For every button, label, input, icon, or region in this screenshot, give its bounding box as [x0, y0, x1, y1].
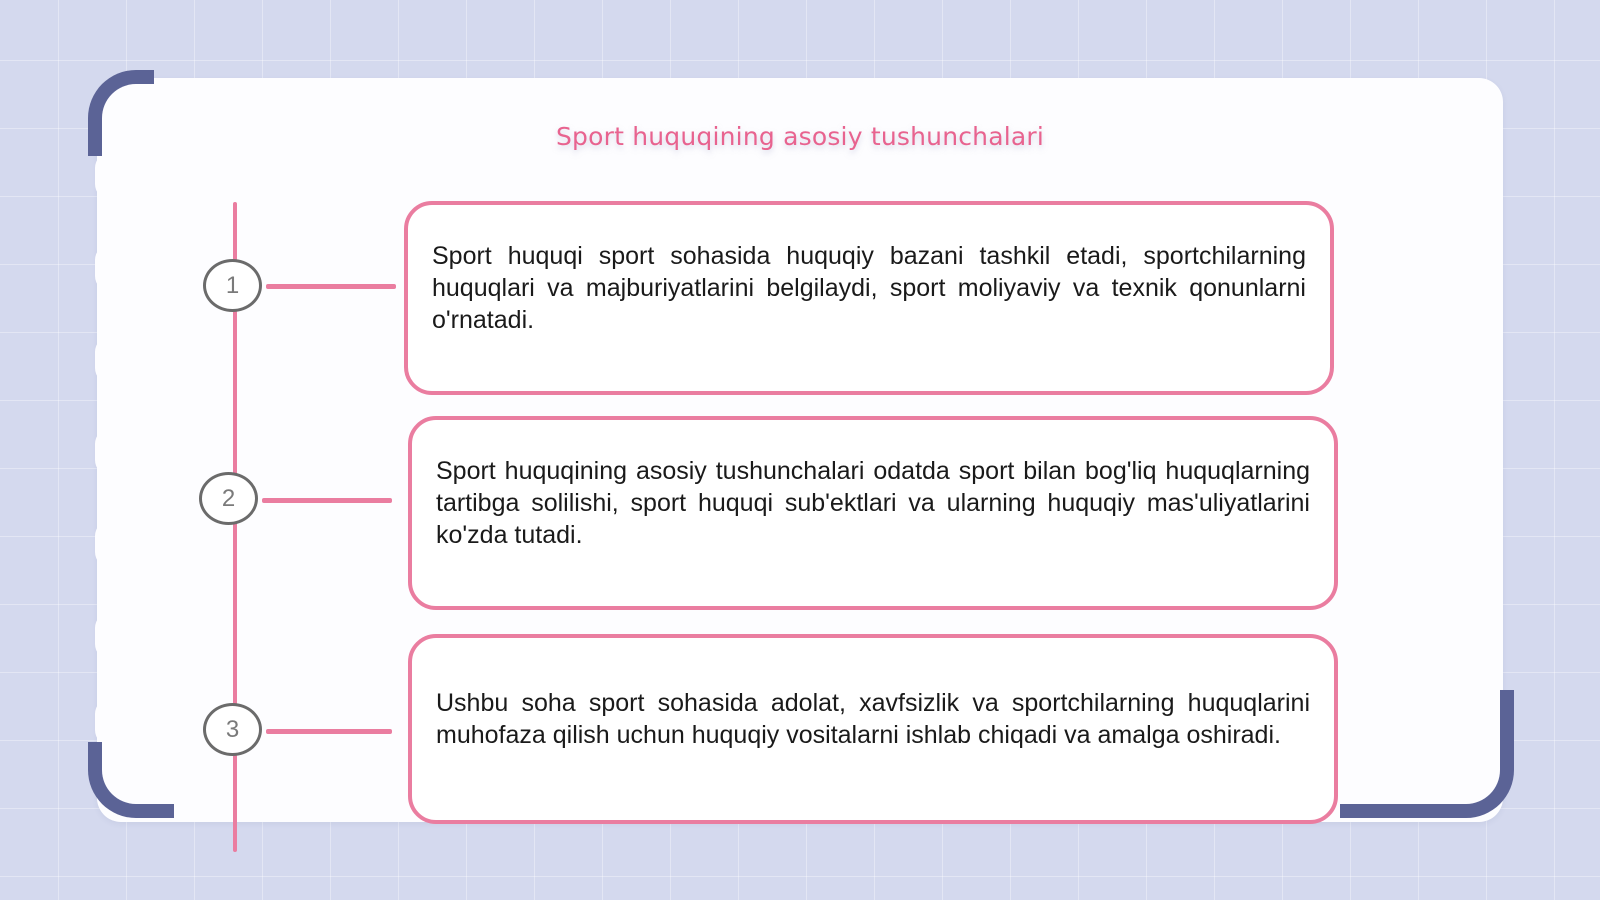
step-card — [408, 634, 1338, 824]
paper-scallop — [95, 698, 127, 746]
timeline-connector — [266, 729, 392, 734]
paper-scallop — [95, 520, 127, 568]
frame-corner-bottom-right — [1340, 690, 1514, 818]
step-card — [404, 201, 1334, 395]
step-number-badge: 3 — [203, 703, 262, 756]
paper-scallop — [95, 152, 127, 200]
step-number-badge: 2 — [199, 472, 258, 525]
step-card-text: Sport huquqining asosiy tushunchalari odatda sport bilan bog'liq huquqlarning tartibga solilishi, sport huquqi sub'ektlari va ularning huquqiy mas'uliyatlarini ko'zda tutadi. — [436, 457, 1310, 549]
step-card-text: Ushbu soha sport sohasida adolat, xavfsizlik va sportchilarning huquqlarini muhofaza qilish uchun huquqiy vositalarni ishlab chiqadi va amalga oshiradi. — [436, 689, 1310, 749]
step-number-badge: 1 — [203, 259, 262, 312]
step-card-text: Sport huquqi sport sohasida huquqiy bazani tashkil etadi, sportchilarning huquqlari va majburiyatlarini belgilaydi, sport moliyaviy va texnik qonunlarni o'rnatadi. — [432, 242, 1306, 334]
paper-scallop — [95, 612, 127, 660]
paper-scallop — [95, 244, 127, 292]
paper-scallop — [95, 428, 127, 476]
paper-scallop — [95, 336, 127, 384]
slide-title: Sport huquqining asosiy tushunchalari — [555, 122, 1045, 151]
frame-corner-top-left — [88, 70, 154, 156]
timeline-connector — [266, 284, 396, 289]
timeline-connector — [262, 498, 392, 503]
step-card — [408, 416, 1338, 610]
